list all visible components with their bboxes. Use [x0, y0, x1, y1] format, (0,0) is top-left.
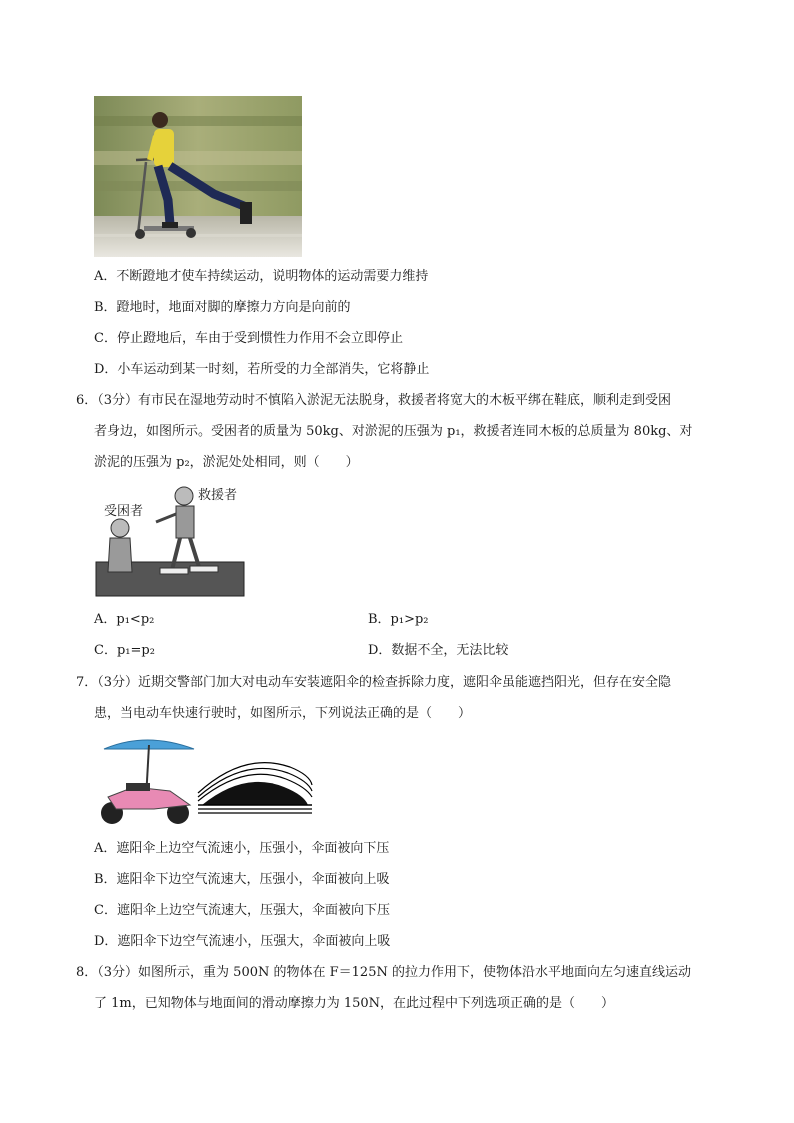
q8-stem-line-2: 了 1m，已知物体与地面间的滑动摩擦力为 150N，在此过程中下列选项正确的是（ ） — [94, 996, 615, 1011]
q6-option-c: C．p₁=p₂ — [94, 643, 155, 658]
q5-option-a: A．不断蹬地才使车持续运动，说明物体的运动需要力维持 — [94, 269, 429, 284]
q6-stem-line-2: 者身边，如图所示。受困者的质量为 50kg、对淤泥的压强为 p₁，救援者连同木板的总质量为 80kg、对 — [94, 424, 693, 439]
q5-option-d: D．小车运动到某一时刻，若所受的力全部消失，它将静止 — [94, 362, 430, 377]
q5-option-b: B．蹬地时，地面对脚的摩擦力方向是向前的 — [94, 300, 351, 315]
q8-stem-line-1: 8．（3分）如图所示，重为 500N 的物体在 F＝125N 的拉力作用下，使物体沿水平地面向左匀速直线运动 — [76, 965, 691, 980]
q6-option-d: D．数据不全，无法比较 — [368, 643, 509, 658]
q7-option-d: D．遮阳伞下边空气流速小，压强大，伞面被向上吸 — [94, 934, 391, 949]
q6-stem-line-3: 淤泥的压强为 p₂，淤泥处处相同，则（ ） — [94, 455, 359, 470]
q7-option-a: A．遮阳伞上边空气流速小，压强小，伞面被向下压 — [94, 841, 390, 856]
mud-rescue-figure — [94, 484, 246, 600]
q7-option-b: B．遮阳伞下边空气流速大，压强小，伞面被向上吸 — [94, 872, 390, 887]
figure-label-rescuer: 救援者 — [198, 488, 238, 503]
q6-option-b: B．p₁>p₂ — [368, 612, 429, 627]
q6-stem-line-1: 6．（3分）有市民在湿地劳动时不慎陷入淤泥无法脱身，救援者将宽大的木板平绑在鞋底，顺利走到受困 — [76, 393, 672, 408]
figure-label-victim: 受困者 — [104, 504, 144, 519]
q5-option-c: C．停止蹬地后，车由于受到惯性力作用不会立即停止 — [94, 331, 403, 346]
q6-option-a: A．p₁<p₂ — [94, 612, 155, 627]
q7-stem-line-2: 患，当电动车快速行驶时，如图所示，下列说法正确的是（ ） — [94, 706, 472, 721]
q7-stem-line-1: 7．（3分）近期交警部门加大对电动车安装遮阳伞的检查拆除力度，遮阳伞虽能遮挡阳光，但存在安全隐 — [76, 675, 672, 690]
scooter-photo — [94, 96, 302, 257]
q7-option-c: C．遮阳伞上边空气流速大，压强大，伞面被向下压 — [94, 903, 390, 918]
umbrella-scooter-figure — [94, 735, 324, 827]
